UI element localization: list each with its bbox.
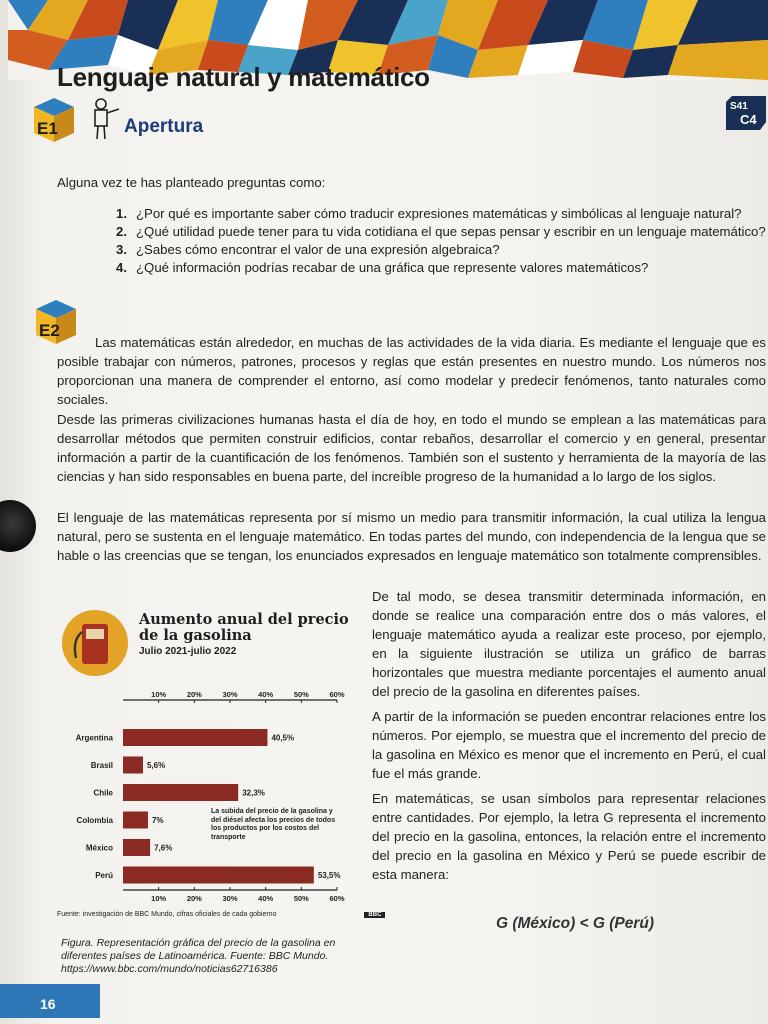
list-item: [116, 223, 768, 240]
tick-label-bottom: 20%: [186, 894, 202, 903]
paragraph-5: A partir de la información se pueden encontrar relaciones entre los números. Por ejemplo, se muestra que el incremento del precio de la gasolina en México es menor que el incremento en Perú, el cual fue el más grande.: [372, 709, 766, 781]
value-label: 7,6%: [154, 843, 173, 853]
question-text: ¿Por qué es importante saber cómo traducir expresiones matemáticas y simbólicas al lenguaje natural?: [136, 206, 742, 221]
bar: [123, 867, 314, 884]
section-title: Apertura: [124, 116, 204, 137]
category-label: Argentina: [75, 733, 113, 743]
session-badge-icon: [726, 96, 766, 130]
category-label: Chile: [93, 788, 113, 798]
teacher-figure-icon: [89, 97, 123, 141]
chart-title: Aumento anual del precio de la gasolina: [139, 611, 349, 644]
tick-label-top: 10%: [151, 690, 167, 699]
e1-cube-icon: [34, 98, 74, 142]
tick-label-bottom: 60%: [329, 894, 345, 903]
bar: [123, 784, 238, 801]
chart-subtitle: Julio 2021-julio 2022: [139, 646, 237, 657]
e2-label: E2: [39, 321, 60, 340]
page-title: Lenguaje natural y matemático: [57, 62, 430, 92]
tick-label-bottom: 50%: [293, 894, 309, 903]
chart-annotation: La subida del precio de la gasolina y del diésel afecta los precios de todos los productos por los costos del transporte: [211, 808, 336, 841]
category-label: México: [85, 843, 113, 853]
paragraph-6: En matemáticas, se usan símbolos para representar relaciones entre cantidades. Por ejemplo, la letra G representa el incremento del precio en la gasolina, entonces, la relación entre el incremento del precio en la gasolina en México y Perú se puede escribir de esta manera:: [372, 791, 766, 882]
badge-top: S41: [730, 101, 748, 112]
page-number: 16: [40, 996, 56, 1012]
value-label: 5,6%: [146, 761, 166, 770]
bar: [123, 839, 150, 856]
intro-text: Alguna vez te has planteado preguntas como:: [57, 175, 326, 190]
question-text: ¿Qué información podrías recabar de una gráfica que represente valores matemáticos?: [136, 260, 649, 275]
binder-ring: [0, 500, 36, 552]
badge-bottom: C4: [740, 112, 757, 127]
tick-label-bottom: 40%: [258, 894, 274, 903]
tick-label-top: 50%: [293, 690, 309, 699]
paragraph-1: Las matemáticas están alrededor, en muchas de las actividades de la vida diaria. Es mediante el lenguaje que es posible trabajar con números, patrones, procesos y reglas que están presentes en nuestro mundo. Los números nos proporcionan una manera de comprender el entorno, así como modelar y predecir fenómenos, tanto naturales como sociales.: [57, 335, 766, 407]
tick-label-top: 20%: [186, 690, 202, 699]
question-text: ¿Sabes cómo encontrar el valor de una expresión algebraica?: [136, 242, 500, 257]
e1-label: E1: [37, 119, 58, 138]
question-list: [116, 205, 768, 277]
value-label: 32,3%: [242, 788, 265, 798]
tick-label-top: 30%: [222, 690, 238, 699]
bar: [123, 812, 148, 829]
paragraph-4: De tal modo, se desea transmitir determinada información, en donde se realice una comparación entre dos o más valores, el lenguaje matemático ayuda a realizar este proceso, por ejemplo, en la siguiente ilustración se utiliza un gráfico de barras horizontales que muestra mediante porcentajes el aumento anual del precio de la gasolina en diferentes países.: [372, 589, 766, 699]
question-number: 3.: [116, 242, 127, 257]
category-label: Perú: [95, 871, 113, 880]
bbc-logo: BBC: [364, 912, 385, 918]
bar: [123, 729, 267, 746]
list-item: [116, 241, 768, 258]
tick-label-top: 40%: [258, 690, 274, 699]
category-label: Brasil: [90, 761, 113, 770]
question-text: ¿Qué utilidad puede tener para tu vida cotidiana el que sepas pensar y escribir en un lenguaje matemático?: [136, 224, 766, 239]
chart-source: [57, 911, 385, 918]
list-item: [116, 259, 768, 276]
list-item: [116, 205, 768, 222]
tick-label-bottom: 30%: [222, 894, 238, 903]
bar: [123, 757, 143, 774]
source-text: Fuente: investigación de BBC Mundo, cifras oficiales de cada gobierno: [57, 911, 277, 918]
question-number: 4.: [116, 260, 127, 275]
inequality-formula: G (México) < G (Perú): [496, 915, 655, 932]
value-label: 40,5%: [271, 733, 295, 743]
figure-caption: Figura. Representación gráfica del precio de la gasolina en diferentes países de Latinoamérica. Fuente: BBC Mundo. https://www.bbc.com/mundo/noticias62716386: [61, 937, 336, 975]
paragraph-3: El lenguaje de las matemáticas representa por sí mismo un medio para transmitir información, la cual utiliza la lengua natural, pero se sustenta en el lenguaje matemático. En todas partes del mundo, con independencia de la lengua que se hable o las creencias que se tengan, los enunciados expresados en lenguaje matemático son totalmente comprensibles.: [57, 510, 766, 563]
tick-label-bottom: 10%: [151, 894, 167, 903]
value-label: 7%: [151, 816, 164, 825]
question-number: 2.: [116, 224, 127, 239]
category-label: Colombia: [76, 816, 113, 825]
value-label: 53,5%: [317, 871, 341, 880]
bar-chart-svg: [57, 600, 363, 912]
tick-label-top: 60%: [329, 690, 345, 699]
paragraph-2: Desde las primeras civilizaciones humanas hasta el día de hoy, en todo el mundo se emplean a las matemáticas para desarrollar métodos que permiten construir edificios, contar rebaños, desarrollar el comercio y en general, presentar información a partir de la cuantificación de los fenómenos. También son el sustento y herramienta de la mayoría de las ciencias y han sido responsables en buena parte, del increíble progreso de la humanidad a lo largo de los siglos.: [57, 412, 766, 484]
question-number: 1.: [116, 206, 127, 221]
gasoline-chart: [57, 600, 363, 912]
